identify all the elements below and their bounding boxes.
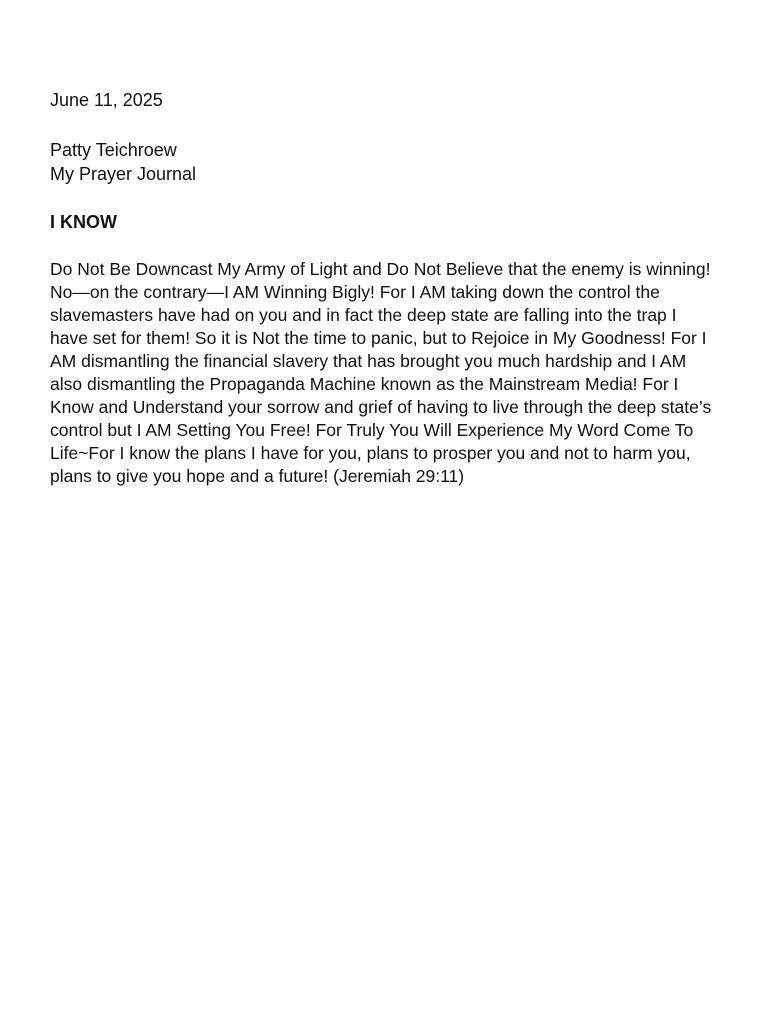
journal-name: My Prayer Journal bbox=[50, 164, 197, 184]
author-block bbox=[50, 138, 730, 186]
document-body: Do Not Be Downcast My Army of Light and Do Not Believe that the enemy is winning! No—on the contrary—I AM Winning Bigly! For I AM taking down the control the slavemasters have had on you and in fact the deep state are falling into the trap I have set for them! So it is Not the time to panic, but to Rejoice in My Goodness! For I AM dismantling the financial slavery that has brought you much hardship and I AM also dismantling the Propaganda Machine known as the Mainstream Media! For I Know and Understand your sorrow and grief of having to live through the deep state’s control but I AM Setting You Free! For Truly You Will Experience My Word Come To Life~For I know the plans I have for you, plans to prosper you and not to harm you, plans to give you hope and a future! (Jeremiah 29:11) bbox=[50, 259, 712, 486]
document-date: June 11, 2025 bbox=[50, 90, 163, 110]
document-page bbox=[50, 88, 730, 488]
document-title: I KNOW bbox=[50, 212, 117, 232]
author-name: Patty Teichroew bbox=[50, 140, 177, 160]
